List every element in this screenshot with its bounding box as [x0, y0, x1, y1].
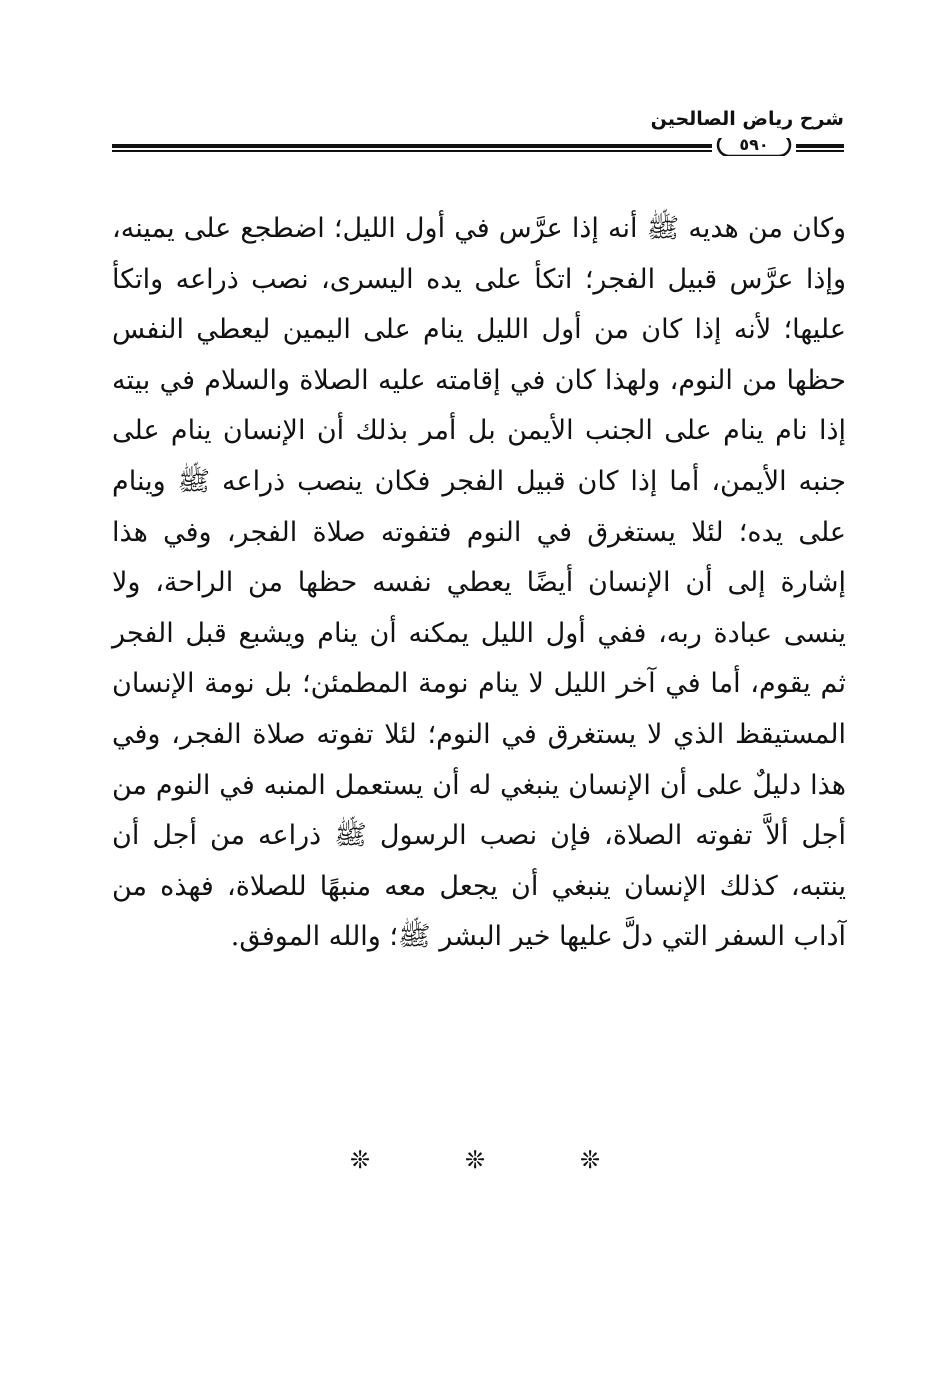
running-title: شرح رياض الصالحين: [650, 108, 844, 130]
page-number: ٥٩٠: [739, 135, 769, 154]
body-paragraph: وكان من هديه ﷺ أنه إذا عرَّس في أول الليل؛ اضطجع على يمينه، وإذا عرَّس قبيل الفجر؛ اتكأ على يده اليسرى، نصب ذراعه واتكأ عليها؛ لأنه إذا كان من أول الليل ينام على اليمين ليعطي النفس حظها من النوم، ولهذا كان في إقامته عليه الصلاة والسلام في بيته إذا نام ينام على الجنب الأيمن بل أمر بذلك أن الإنسان ينام على جنبه الأيمن، أما إذا كان قبيل الفجر فكان ينصب ذراعه ﷺ وينام على يده؛ لئلا يستغرق في النوم فتفوته صلاة الفجر، وفي هذا إشارة إلى أن الإنسان أيضًا يعطي نفسه حظها من الراحة، ولا ينسى عبادة ربه، ففي أول الليل يمكنه أن ينام ويشبع قبل الفجر ثم يقوم، أما في آخر الليل لا ينام نومة المطمئن؛ بل نومة الإنسان المستيقظ الذي لا يستغرق في النوم؛ لئلا تفوته صلاة الفجر، وفي هذا دليلٌ على أن الإنسان ينبغي له أن يستعمل المنبه في النوم من أجل ألاَّ تفوته الصلاة، فإن نصب الرسول ﷺ ذراعه من أجل أن ينتبه، كذلك الإنسان ينبغي أن يجعل معه منبهًا للصلاة، فهذه من آداب السفر التي دلَّ عليها خير البشر ﷺ؛ والله الموفق.: [112, 213, 846, 953]
page-header: [112, 108, 844, 158]
asterism-icon: ❊: [464, 1146, 486, 1174]
asterism-icon: ❊: [579, 1146, 601, 1174]
asterism-icon: ❊: [349, 1146, 371, 1174]
section-end-ornaments: [340, 1142, 610, 1178]
